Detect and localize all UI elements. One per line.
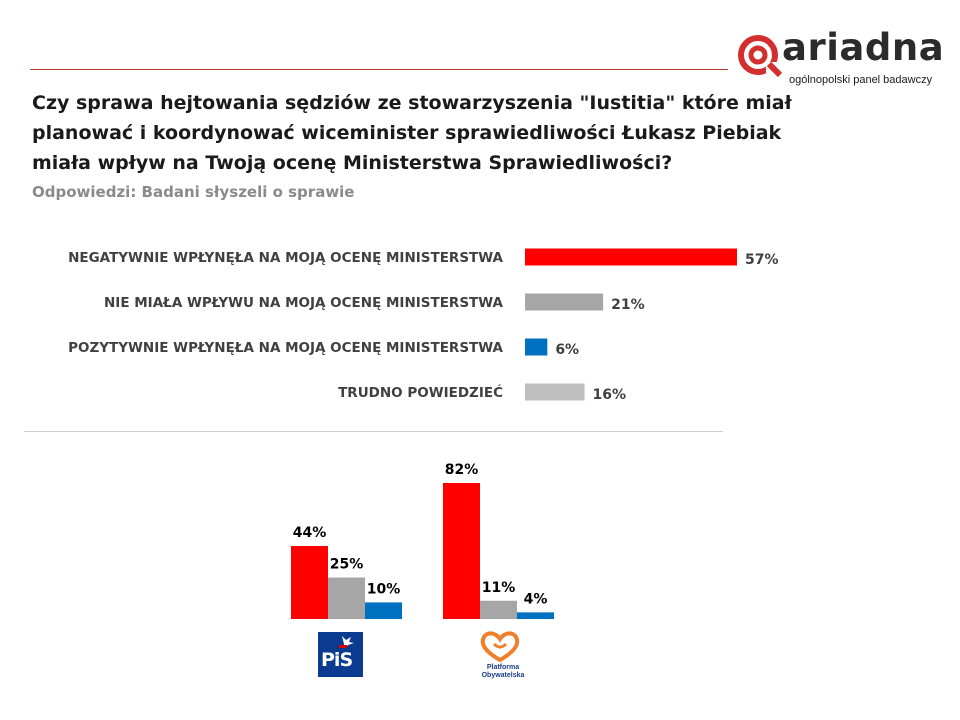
data-label: 82% [444, 462, 479, 478]
bar [525, 249, 737, 266]
logo-wordmark: ariadna [782, 26, 945, 69]
data-label: 25% [329, 556, 364, 573]
category-label: NEGATYWNIE WPŁYNĘŁA NA MOJĄ OCENĘ MINISTERSTWA [68, 250, 503, 266]
ariadna-spiral-icon [736, 34, 784, 82]
bar [525, 294, 603, 311]
bar [443, 483, 480, 619]
po-logo [468, 628, 532, 682]
data-label: 44% [292, 525, 327, 542]
data-label: 21% [611, 297, 645, 313]
heart-icon [468, 628, 532, 664]
ariadna-logo [736, 26, 950, 90]
bar [480, 601, 517, 619]
category-label: TRUDNO POWIEDZIEĆ [338, 385, 503, 401]
data-label: 6% [555, 342, 580, 358]
bar [517, 612, 554, 619]
po-logo-text: Platforma Obywatelska [481, 664, 525, 679]
data-label: 11% [481, 579, 516, 596]
category-label: POZYTYWNIE WPŁYNĘŁA NA MOJĄ OCENĘ MINISTERSTWA [68, 340, 503, 356]
bar [525, 339, 547, 356]
respondents-note: Odpowiedzi: Badani słyszeli o sprawie [32, 183, 355, 201]
category-label: NIE MIAŁA WPŁYWU NA MOJĄ OCENĘ MINISTERSTWA [104, 295, 503, 311]
data-label: 10% [366, 581, 401, 598]
data-label: 57% [745, 252, 779, 268]
data-label: 16% [592, 387, 627, 403]
bar [525, 384, 585, 401]
horizontal-bar-chart [0, 230, 960, 420]
pis-logo-text: PiS [321, 649, 353, 671]
section-divider [24, 431, 723, 432]
bar [291, 546, 328, 619]
survey-question: Czy sprawa hejtowania sędziów ze stowarzyszenia "Iustitia" które miał planować i koordynować wiceminister sprawiedliwości Łukasz Piebiak miała wpływ na Twoją ocenę Ministerstwa Sprawiedliwości? [32, 92, 792, 174]
bar [328, 578, 365, 619]
bar [365, 602, 402, 619]
pis-logo [318, 632, 363, 677]
header-divider [30, 69, 728, 70]
logo-tagline: ogólnopolski panel badawczy [789, 74, 933, 86]
data-label: 4% [523, 591, 548, 608]
